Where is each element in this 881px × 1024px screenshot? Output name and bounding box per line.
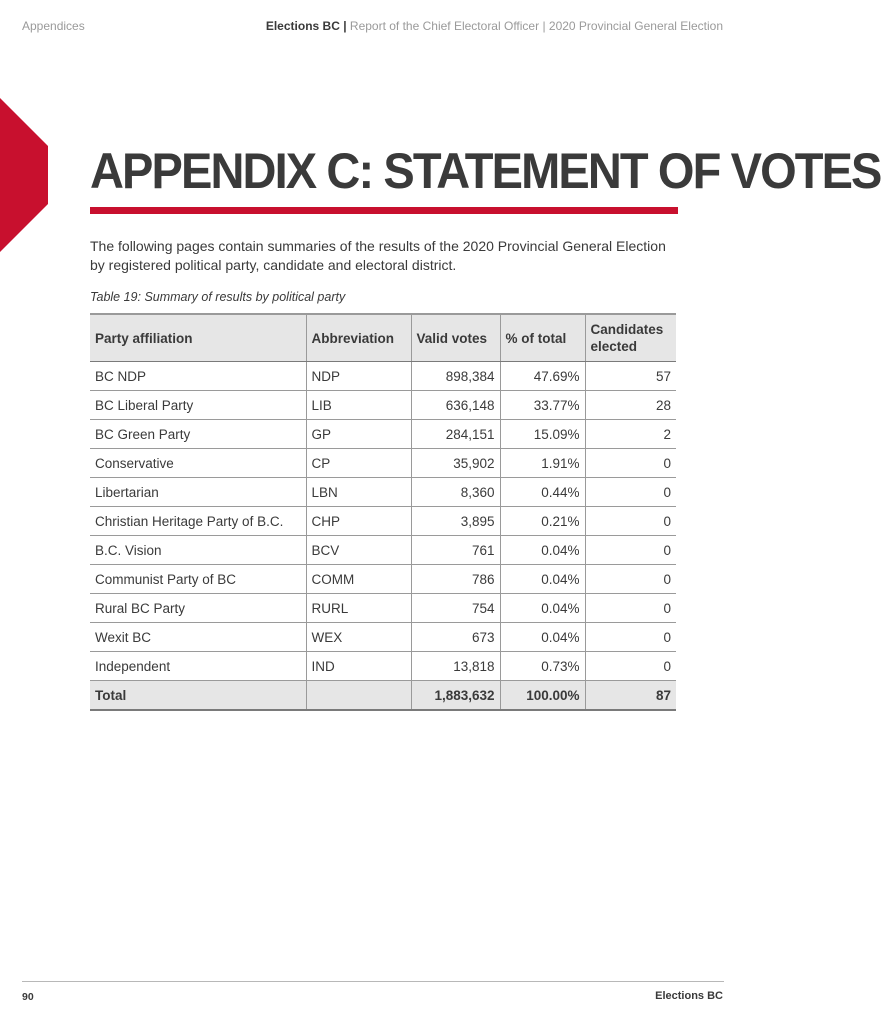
table-row [90, 391, 676, 420]
cell-valid-votes: 673 [411, 623, 500, 652]
cell-valid-votes: 284,151 [411, 420, 500, 449]
cell-valid-votes: 786 [411, 565, 500, 594]
intro-paragraph: The following pages contain summaries of the results of the 2020 Provincial General Election by registered political party, candidate and electoral district. [90, 238, 666, 273]
running-header-report [266, 19, 723, 33]
cell-percent: 0.04% [500, 623, 585, 652]
cell-percent: 1.91% [500, 449, 585, 478]
cell-percent: 0.73% [500, 652, 585, 681]
cell-candidates-elected: 0 [585, 594, 676, 623]
table-row [90, 420, 676, 449]
cell-abbreviation: BCV [306, 536, 411, 565]
cell-candidates-elected: 0 [585, 623, 676, 652]
cell-abbreviation: RURL [306, 594, 411, 623]
cell-valid-votes: 898,384 [411, 362, 500, 391]
running-header-org: Elections BC [265, 19, 340, 33]
table-row [90, 478, 676, 507]
cell-candidates-elected: 0 [585, 449, 676, 478]
cell-percent: 47.69% [500, 362, 585, 391]
cell-party: Communist Party of BC [90, 565, 306, 594]
cell-valid-votes: 761 [411, 536, 500, 565]
cell-party: BC Liberal Party [90, 391, 306, 420]
cell-candidates-elected: 0 [585, 652, 676, 681]
cell-abbreviation: NDP [306, 362, 411, 391]
cell-percent: 15.09% [500, 420, 585, 449]
table-row [90, 536, 676, 565]
column-header-valid-votes: Valid votes [411, 314, 500, 362]
table-header-row [90, 314, 676, 362]
cell-party: Independent [90, 652, 306, 681]
cell-total-abbreviation [306, 681, 411, 711]
page-number: 90 [22, 991, 34, 1003]
cell-party: Libertarian [90, 478, 306, 507]
cell-percent: 0.21% [500, 507, 585, 536]
cell-valid-votes: 3,895 [411, 507, 500, 536]
table-row [90, 652, 676, 681]
cell-party: BC NDP [90, 362, 306, 391]
cell-abbreviation: GP [306, 420, 411, 449]
cell-abbreviation: COMM [306, 565, 411, 594]
cell-valid-votes: 636,148 [411, 391, 500, 420]
cell-valid-votes: 35,902 [411, 449, 500, 478]
footer-divider [22, 981, 724, 982]
cell-valid-votes: 13,818 [411, 652, 500, 681]
running-header-separator: | [343, 19, 347, 33]
cell-candidates-elected: 0 [585, 536, 676, 565]
page-title: APPENDIX C: STATEMENT OF VOTES [90, 143, 881, 199]
cell-valid-votes: 754 [411, 594, 500, 623]
cell-candidates-elected: 0 [585, 507, 676, 536]
cell-abbreviation: CHP [306, 507, 411, 536]
cell-total-valid-votes: 1,883,632 [411, 681, 500, 711]
table-row [90, 565, 676, 594]
cell-candidates-elected: 0 [585, 565, 676, 594]
cell-candidates-elected: 28 [585, 391, 676, 420]
cell-percent: 0.04% [500, 536, 585, 565]
table-caption: Table 19: Summary of results by political party [90, 290, 346, 304]
title-underline [90, 207, 678, 214]
red-chevron-tab [0, 98, 48, 252]
cell-total-percent: 100.00% [500, 681, 585, 711]
cell-party: Conservative [90, 449, 306, 478]
cell-candidates-elected: 57 [585, 362, 676, 391]
running-header-section: Appendices [22, 19, 85, 33]
cell-party: Wexit BC [90, 623, 306, 652]
cell-candidates-elected: 0 [585, 478, 676, 507]
cell-abbreviation: IND [306, 652, 411, 681]
cell-candidates-elected: 2 [585, 420, 676, 449]
column-header-abbreviation: Abbreviation [306, 314, 411, 362]
cell-total-candidates-elected: 87 [585, 681, 676, 711]
cell-valid-votes: 8,360 [411, 478, 500, 507]
cell-abbreviation: CP [306, 449, 411, 478]
cell-percent: 0.44% [500, 478, 585, 507]
cell-abbreviation: LIB [306, 391, 411, 420]
cell-percent: 33.77% [500, 391, 585, 420]
cell-total-label: Total [90, 681, 306, 711]
cell-abbreviation: WEX [306, 623, 411, 652]
table-row [90, 507, 676, 536]
footer-org: Elections BC [655, 990, 723, 1002]
cell-party: Christian Heritage Party of B.C. [90, 507, 306, 536]
cell-party: Rural BC Party [90, 594, 306, 623]
table-row [90, 623, 676, 652]
table-total-row [90, 681, 676, 711]
party-results-table [90, 313, 676, 711]
cell-percent: 0.04% [500, 565, 585, 594]
table-row [90, 594, 676, 623]
cell-party: BC Green Party [90, 420, 306, 449]
table-row [90, 362, 676, 391]
cell-percent: 0.04% [500, 594, 585, 623]
table-row [90, 449, 676, 478]
cell-abbreviation: LBN [306, 478, 411, 507]
column-header-percent: % of total [500, 314, 585, 362]
running-header-report-title: Report of the Chief Electoral Officer | 2020 Provincial General Election [349, 19, 723, 33]
column-header-candidates-elected: Candidates elected [585, 314, 676, 362]
cell-party: B.C. Vision [90, 536, 306, 565]
column-header-party: Party affiliation [90, 314, 306, 362]
